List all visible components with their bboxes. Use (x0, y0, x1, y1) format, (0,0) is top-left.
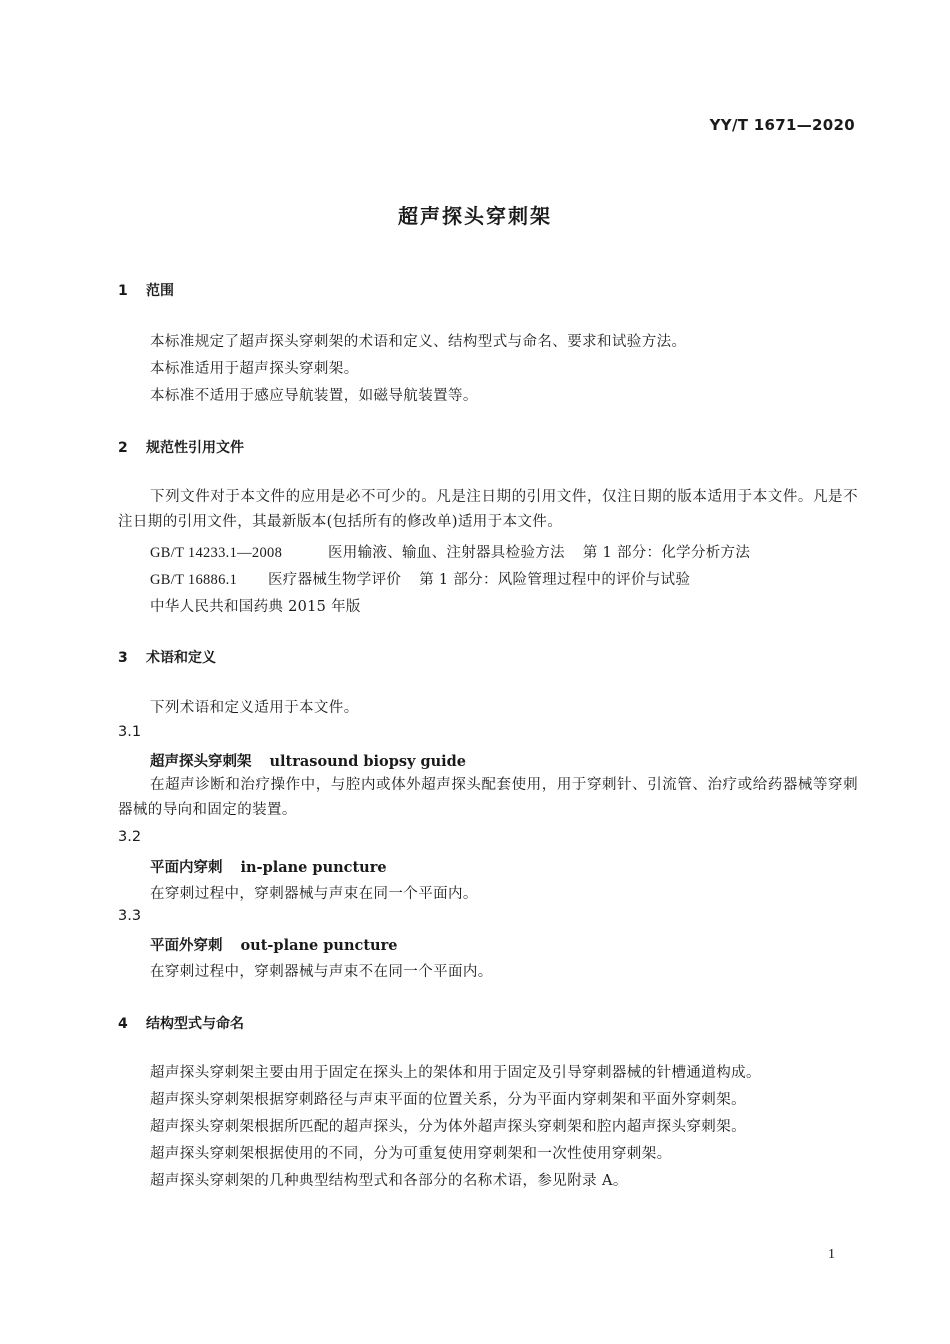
term-english: in-plane puncture (240, 859, 387, 876)
reference-part: 第 1 部分：风险管理过程中的评价与试验 (419, 572, 691, 588)
reference-code: GB/T 14233.1—2008 (150, 545, 283, 561)
term-chinese: 超声探头穿刺架 (150, 754, 252, 770)
section-title: 术语和定义 (146, 650, 216, 666)
section-title: 结构型式与命名 (146, 1016, 244, 1032)
section-3-intro: 下列术语和定义适用于本文件。 (150, 700, 359, 716)
term-definition: 在超声诊断和治疗操作中，与腔内或体外超声探头配套使用，用于穿刺针、引流管、治疗或给药器械等穿刺器械的导向和固定的装置。 (118, 777, 858, 818)
term-heading (150, 934, 397, 955)
pharmacopoeia-reference: 中华人民共和国药典 2015 年版 (150, 599, 361, 615)
term-definition: 在穿刺过程中，穿刺器械与声束在同一个平面内。 (150, 886, 478, 902)
section-1-heading (118, 280, 174, 300)
section-title: 范围 (146, 283, 174, 299)
section-title: 规范性引用文件 (146, 440, 244, 456)
section-3-heading (118, 647, 216, 667)
term-number: 3.2 (118, 829, 142, 845)
term-english: ultrasound biopsy guide (269, 753, 467, 770)
term-heading (150, 856, 387, 877)
term-number: 3.1 (118, 724, 142, 740)
term-number: 3.3 (118, 908, 142, 924)
section-4-paragraph: 超声探头穿刺架主要由用于固定在探头上的架体和用于固定及引导穿刺器械的针槽通道构成。 (150, 1065, 761, 1081)
normative-reference (150, 568, 690, 589)
section-1-paragraph: 本标准不适用于感应导航装置，如磁导航装置等。 (150, 388, 478, 404)
section-1-paragraph: 本标准规定了超声探头穿刺架的术语和定义、结构型式与命名、要求和试验方法。 (150, 334, 687, 350)
standard-code: YY/T 1671—2020 (709, 116, 855, 134)
section-4-paragraph: 超声探头穿刺架的几种典型结构型式和各部分的名称术语，参见附录 A。 (150, 1173, 628, 1189)
reference-code: GB/T 16886.1 (150, 572, 238, 588)
section-number: 2 (118, 440, 128, 456)
term-english: out-plane puncture (240, 937, 398, 954)
reference-title: 医疗器械生物学评价 (268, 572, 402, 588)
reference-title: 医用输液、输血、注射器具检验方法 (328, 545, 565, 561)
section-2-heading (118, 437, 244, 457)
section-4-paragraph: 超声探头穿刺架根据使用的不同，分为可重复使用穿刺架和一次性使用穿刺架。 (150, 1146, 672, 1162)
document-title: 超声探头穿刺架 (398, 204, 552, 228)
reference-part: 第 1 部分：化学分析方法 (582, 545, 751, 561)
section-1-paragraph: 本标准适用于超声探头穿刺架。 (150, 361, 359, 377)
section-number: 1 (118, 283, 128, 299)
section-4-heading (118, 1013, 244, 1033)
page-number: 1 (828, 1247, 835, 1262)
section-number: 3 (118, 650, 128, 666)
normative-reference (150, 541, 750, 562)
term-chinese: 平面外穿刺 (150, 938, 223, 954)
section-number: 4 (118, 1016, 128, 1032)
term-chinese: 平面内穿刺 (150, 860, 223, 876)
section-4-paragraph: 超声探头穿刺架根据穿刺路径与声束平面的位置关系，分为平面内穿刺架和平面外穿刺架。 (150, 1092, 746, 1108)
term-heading (150, 750, 466, 771)
section-2-intro: 下列文件对于本文件的应用是必不可少的。凡是注日期的引用文件，仅注日期的版本适用于本文件。凡是不注日期的引用文件，其最新版本(包括所有的修改单)适用于本文件。 (118, 489, 858, 530)
term-definition: 在穿刺过程中，穿刺器械与声束不在同一个平面内。 (150, 964, 493, 980)
section-4-paragraph: 超声探头穿刺架根据所匹配的超声探头，分为体外超声探头穿刺架和腔内超声探头穿刺架。 (150, 1119, 746, 1135)
